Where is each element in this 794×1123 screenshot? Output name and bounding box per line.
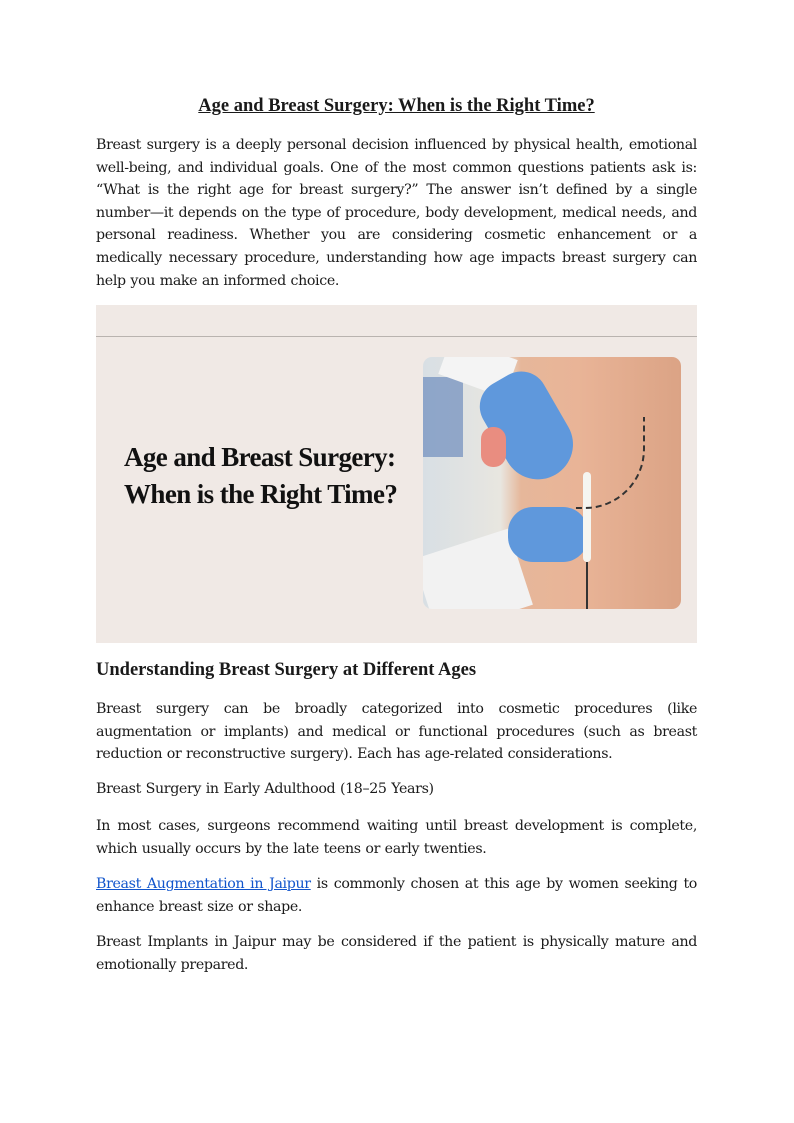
banner-image	[96, 305, 697, 643]
paragraph: Breast surgery can be broadly categorized into cosmetic procedures (like augmentation or implants) and medical or functional procedures (such as breast reduction or reconstructive surgery). Each has age-related considerations.	[96, 701, 697, 763]
banner-title	[124, 439, 397, 513]
surgery-photo	[423, 357, 681, 609]
page-title: Age and Breast Surgery: When is the Right Time?	[198, 96, 595, 116]
paragraph: Breast Implants in Jaipur may be considered if the patient is physically mature and emotionally prepared.	[96, 934, 697, 973]
banner-divider	[96, 336, 697, 337]
intro-paragraph: Breast surgery is a deeply personal decision influenced by physical health, emotional well-being, and individual goals. One of the most common questions patients ask is: “What is the right age for breast surgery?” The answer isn’t defined by a single number—it depends on the type of procedure, body development, medical needs, and personal readiness. Whether you are considering cosmetic enhancement or a medically necessary procedure, understanding how age impacts breast surgery can help you make an informed choice.	[96, 137, 697, 289]
banner-title-line1: Age and Breast Surgery:	[124, 442, 396, 472]
section-heading: Understanding Breast Surgery at Different Ages	[96, 660, 477, 680]
subheading: Breast Surgery in Early Adulthood (18–25 Years)	[96, 781, 434, 797]
paragraph-text: is commonly chosen at this age by women seeking to enhance breast size or shape.	[96, 876, 697, 915]
paragraph: In most cases, surgeons recommend waiting until breast development is complete, which usually occurs by the late teens or early twenties.	[96, 818, 697, 857]
breast-augmentation-link[interactable]: Breast Augmentation in Jaipur	[96, 876, 311, 892]
banner-title-line2: When is the Right Time?	[124, 479, 398, 509]
paragraph	[96, 873, 697, 918]
